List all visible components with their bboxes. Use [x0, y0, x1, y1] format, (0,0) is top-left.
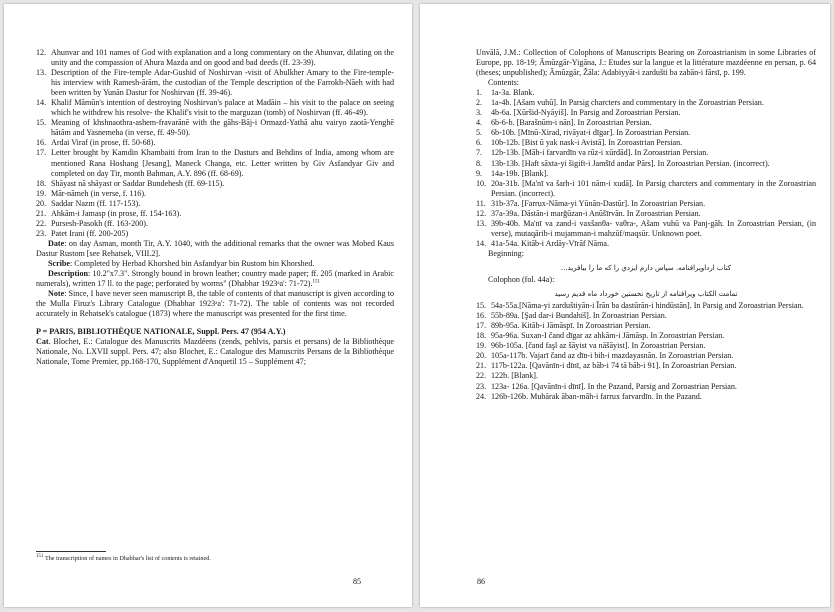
item-number: 16. [476, 311, 487, 321]
list-item [36, 138, 394, 148]
item-text: 12b-13b. [Māh-i farvardīn va rūz-i xūrdād]. In Zoroastrian Persian. [491, 148, 709, 158]
description-paragraph [36, 269, 394, 289]
list-item [36, 118, 394, 138]
item-number: 20. [36, 198, 47, 208]
left-page-text [36, 48, 394, 367]
scribe-label: Scribe [48, 258, 71, 268]
persian-beginning-line: كتاب ارداويرافنامه. سپاس دارم ايزدي را كه ما را بيافريد... [560, 263, 732, 272]
list-item [36, 219, 394, 229]
item-number: 18. [36, 178, 47, 188]
page-number-86: 86 [477, 577, 486, 586]
date-text: : on day Asman, month Tir, A.Y. 1040, with the additional remarks that the owner was Mobed Kaus Dastur Rustom [see Rehatsek, VIII.2]. [36, 238, 394, 258]
item-text: Mār-nāmeh (in verse, f. 116). [51, 188, 147, 198]
item-number: 19. [36, 188, 47, 198]
cat-label: Cat [36, 337, 49, 347]
item-number: 7. [476, 148, 483, 158]
list-item [476, 361, 816, 371]
list-item [476, 138, 816, 148]
list-item [36, 189, 394, 199]
cat-text: . Blochet, E.: Catalogue des Manuscrits Mazdéens (zends, pehlvis, parsis et persans) de la Bibliothèque Nationale, No. LXVII suppl. Pers. 47; also Blochet, E.: Catalogue des Manuscrits Persans de la Bibliothèque Nationale, Tome Premier, pp.168-170, Supplément d'Anquetil 15 – Supplément 47; [36, 337, 394, 367]
item-number: 12. [36, 48, 47, 57]
list-item [476, 209, 816, 219]
item-number: 15. [36, 118, 47, 128]
item-text: 20a-31b. [Ma'nī va šarh-i 101 nām-i xudā]. In Parsig charcters and commentary in the Zoroastrian Persian. (incorrect). [491, 178, 816, 198]
right-page-text [476, 48, 816, 402]
date-paragraph [36, 239, 394, 259]
item-text: Patet Irani (ff. 200-205) [51, 228, 129, 238]
item-text: 4b-6a. [Xūršid-Nyāyiš]. In Parsig and Zoroastrian Persian. [491, 108, 681, 118]
list-item [476, 331, 816, 341]
item-number: 6. [476, 138, 483, 148]
page-number-85: 85 [353, 577, 362, 586]
item-text: Pursesh-Pasokh (ff. 163-200). [51, 218, 148, 228]
list-item [476, 311, 816, 321]
list-item [476, 321, 816, 331]
list-item [476, 351, 816, 361]
list-item [476, 371, 816, 381]
item-number: 4. [476, 118, 483, 128]
item-text: 89b-95a. Kitāb-i Jāmāspī. In Zoroastrian Persian. [491, 321, 651, 331]
item-text: 123a- 126a. [Qavānīn-i dīnī]. In the Pazand, Parsig and Zoroastrian Persian. [491, 381, 737, 391]
item-text: 1a-3a. Blank. [491, 88, 535, 98]
item-number: 21. [36, 208, 47, 218]
date-label: Date [48, 238, 65, 248]
list-item [476, 118, 816, 128]
item-text: 1a-4b. [Ašam vuhū]. In Parsig charcters and commentary in the Zoroastrian Persian. [491, 98, 764, 108]
description-label: Description [48, 269, 89, 279]
item-text: Description of the Fire-temple Adar-Gushid of Noshirvan -visit of Abulkher Amary to the Fire-temple- his interview with Ramesh-ārām, the custodian of the Temple description of the Farrokh-Nāeh with had been written by Yunān Dastur for Noshirvan (ff. 39-46). [51, 68, 394, 98]
item-text: Meaning of khshnaothra-ashem-fravarānē with the gāhs-Bāj-i Ormazd-Yathā ahu vairyo zaotā-Yenghē hātām and Yasnemeha (in verse, ff. 49-50). [51, 118, 394, 138]
footnote-text: The transcription of names in Dhabhar's list of contents is retained. [44, 555, 211, 562]
list-item [476, 382, 816, 392]
list-item [476, 98, 816, 108]
manuscript-heading: P = PARIS, BIBLIOTHÈQUE NATIONALE, Suppl. Pers. 47 (954 A.Y.) [36, 327, 286, 337]
item-number: 13. [476, 218, 487, 228]
item-number: 22. [36, 218, 47, 228]
list-item [36, 199, 394, 209]
note-label: Note [48, 289, 65, 299]
item-number: 18. [476, 331, 487, 341]
item-text: Ahkām-i Jamasp (in prose, ff. 154-163). [51, 208, 182, 218]
item-text: 105a-117b. Vajarī čand az dīn-i bih-i mazdayasnān. In Zoroastrian Persian. [491, 351, 734, 361]
item-text: 117b-122a. [Qavānīn-i dīnī, az bāb-i 74 tā bāb-i 91]. In Zoroastrian Persian. [491, 361, 737, 371]
footnote-number: 151 [36, 553, 44, 559]
list-item [476, 148, 816, 158]
item-text: 54a-55a.[Nāma-yi zarduštiyān-i Īrān ba dastūrān-i hindūstān]. In Parsig and Zoroastrian Persian. [491, 301, 804, 311]
item-text: 41a-54a. Kitāb-i Ardāy-Vīrāf Nāma. [491, 238, 609, 248]
item-number: 15. [476, 301, 487, 311]
item-text: 6b-10b. [Mīnū-Xirad, rivāyat-i dīgar]. In Zoroastrian Persian. [491, 128, 691, 138]
item-text: Saddar Nazm (ff. 117-153). [51, 198, 141, 208]
colophon-label: Colophon (fol. 44a): [488, 275, 555, 285]
item-number: 5. [476, 128, 483, 138]
item-text: Ahunvar and 101 names of God with explanation and a long commentary on the Ahunvar, dilating on the unity and the compassion of Ahura Mazda and on good and bad deeds (ff. 23-39). [51, 48, 394, 68]
right-page [420, 4, 830, 607]
persian-colophon-line: تمامت الكتاب ويرافنامه از تاريخ نخستين خورداد ماه قديم رسيد [554, 290, 738, 299]
item-number: 23. [476, 381, 487, 391]
left-contents-list [36, 48, 394, 239]
references-paragraph: Unvālā, J.M.: Collection of Colophons of Manuscripts Bearing on Zoroastrianism in some Libraries of Europe, pp. 18-19; Āmūzgār-Yigāna, J.: Etudes sur la langue et la littérature mazdéenne en persan, p. 64 (theses; unpublished); Āmūzgār, Žāla: Adabiyyāt-i zardušti ba zabān-i fārsī, p. 199. [476, 48, 816, 78]
note-text: : Since, I have never seen manuscript B, the table of contents of that manuscript is given according to the Mulla Firuz's Library Catalogue (Dhabhar 1923ᵃa': 71-72). The table of contents was not recorded accurately in Rehatsek's catalogue (1873) where the manuscript was presented for the first time. [36, 289, 394, 319]
item-number: 10. [476, 178, 487, 188]
right-contents-list-a [476, 88, 816, 249]
item-number: 17. [476, 321, 487, 331]
item-text: 13b-13b. [Haft sāxta-yi šigift-i Jamšīd andar Pārs]. In Zoroastrian Persian. (incorrect). [491, 158, 770, 168]
catalogue-paragraph [36, 337, 394, 367]
list-item [476, 88, 816, 98]
left-page [4, 4, 412, 607]
footnote-rule [36, 551, 106, 552]
item-text: 95a-96a. Suxan-I čand dīgar az ahkām-i Jāmāsp. In Zoroastrian Persian. [491, 331, 725, 341]
list-item [476, 199, 816, 209]
description-text: : 10.2"x7.3". Strongly bound in brown leather; country made paper; ff. 205 (marked in Arabic numerals), written 17 ll. to the page; perforated by worms" (Dhabhar 1923ᵃa': 71-72). [36, 269, 394, 289]
item-number: 1. [476, 88, 483, 98]
item-text: 55b-89a. [Şad dar-i Bundahiš]. In Zoroastrian Persian. [491, 311, 667, 321]
list-item [476, 301, 816, 311]
list-item [476, 108, 816, 118]
list-item [476, 239, 816, 249]
footnote-marker: 151 [312, 279, 320, 285]
item-number: 20. [476, 351, 487, 361]
item-number: 14. [36, 98, 47, 108]
item-number: 3. [476, 108, 483, 118]
item-number: 2. [476, 98, 483, 108]
list-item [476, 392, 816, 402]
item-text: 37a-39a. Dāstān-i marğūzan-i Anūšīrvān. In Zoroastrian Persian. [491, 208, 701, 218]
list-item [36, 48, 394, 68]
item-number: 12. [476, 208, 487, 218]
item-number: 19. [476, 341, 487, 351]
list-item [476, 219, 816, 239]
note-paragraph [36, 289, 394, 319]
item-text: 96b-105a. [čand faşl az šāyist va nāšāyist]. In Zoroastrian Persian. [491, 341, 706, 351]
item-text: Shāyast nā shāyast or Saddar Bundehesh (ff. 69-115). [51, 178, 225, 188]
footnote [36, 555, 394, 563]
item-text: Letter brought by Kamdin Khambaiti from Iran to the Dasturs and Behdins of India, among whom are mentioned Rana Hoshang [Jesang], Maneck Changa, etc. Letter written by Giv Asfandyar Giv and completed on day Tir, month Bahman, A.Y. 896 (ff. 68-69). [51, 148, 394, 178]
item-number: 8. [476, 158, 483, 168]
beginning-label: Beginning: [488, 248, 524, 258]
item-text: Khalif Māmūn's intention of destroying Noshirvan's palace at Madāin – his visit to the palace on seeing which he withdrew his resolve- the Khalif's visit to the marguzan (tomb) of Noshirvan (ff. 46-49). [51, 98, 394, 118]
item-text: 10b-12b. [Bist ū yak nask-i Avistā]. In Zoroastrian Persian. [491, 138, 683, 148]
list-item [36, 209, 394, 219]
list-item [476, 341, 816, 351]
item-number: 16. [36, 138, 47, 148]
item-text: Ardai Viraf (in prose, ff. 50-68). [51, 138, 156, 148]
item-number: 17. [36, 148, 47, 158]
item-number: 24. [476, 391, 487, 401]
item-number: 9. [476, 168, 483, 178]
contents-label: Contents: [488, 78, 520, 88]
list-item [36, 68, 394, 98]
item-text: 126b-126b. Mubārak āban-māh-i farrux farvardīn. In the Pazand. [491, 391, 702, 401]
list-item [476, 159, 816, 169]
item-number: 23. [36, 228, 47, 238]
item-number: 11. [476, 198, 486, 208]
list-item [476, 179, 816, 199]
list-item [36, 148, 394, 178]
item-number: 21. [476, 361, 487, 371]
list-item [36, 98, 394, 118]
item-text: 14a-19b. [Blank]. [491, 168, 549, 178]
scribe-text: : Completed by Herbad Khorshed bin Asfandyar bin Rustom bin Khorshed. [70, 258, 315, 268]
item-number: 22. [476, 371, 487, 381]
list-item [476, 169, 816, 179]
item-number: 14. [476, 238, 487, 248]
item-text: 122b. [Blank]. [491, 371, 538, 381]
item-text: 6b-6-b. [Barašnūm-i nān]. In Zoroastrian Persian. [491, 118, 652, 128]
list-item [36, 179, 394, 189]
item-number: 13. [36, 68, 47, 78]
right-contents-list-b [476, 301, 816, 401]
item-text: 31b-37a. [Farrux-Nāma-yi Yūnān-Dastūr]. In Zoroastrian Persian. [491, 198, 706, 208]
scribe-paragraph [36, 259, 394, 269]
list-item [36, 229, 394, 239]
item-text: 39b-40b. Ma'nī va zand-i vaxšanθa- vaθra-, Ašam vuhū va Panj-gāh. In Zoroastrian Persian, (in verse), mutaqārib-i mujamman-i mahzūf/maqsūr. Unknown poet. [491, 218, 816, 238]
list-item [476, 128, 816, 138]
